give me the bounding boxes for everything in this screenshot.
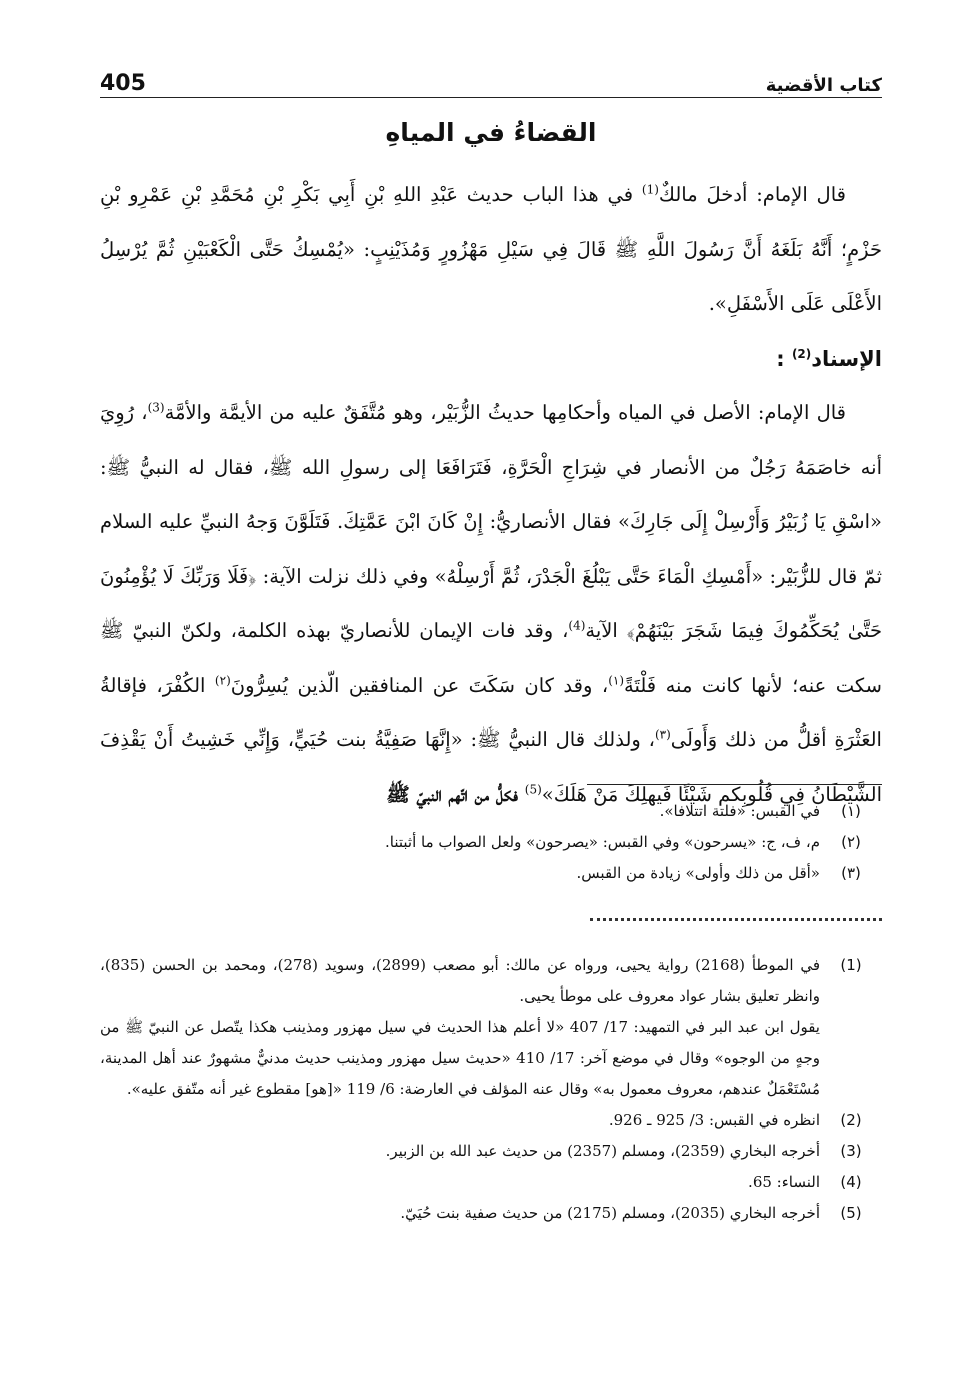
manuscript-note xyxy=(100,827,882,858)
note-text xyxy=(100,950,820,1105)
footnote xyxy=(100,1167,882,1198)
manuscript-note xyxy=(100,858,882,889)
note-number: (1) xyxy=(840,956,862,974)
note-text xyxy=(100,1198,820,1229)
paragraph-2-text: ، رُوِيَ أنه خاصَمَهُ رَجُلٌ من الأنصار في شِرَاجِ الْحَرَّةِ، فَتَرَافَعَا إلى رسولِ الله ﷺ، فقال له النبيُّ ﷺ: «اسْقِ يَا زُبَيْرُ وَأَرْسِلْ إِلَى جَارِكَ» فقال الأنصاريُّ: إِنْ كَانَ ابْنَ عَمَّتِكَ. فَتَلَوَّنَ وَجهُ النبيِّ عليه السلام ثمّ قال للزُّبَيْر: «أَمْسِكِ الْمَاءَ حَتَّى يَبْلُغَ الْجَدْرَ، ثُمَّ أَرْسِلْهُ» وفي ذلك نزلت الآية: ﴿فَلَا وَرَبِّكَ لَا يُؤْمِنُونَ حَتَّىٰ يُحَكِّمُوكَ فِيمَا شَجَرَ بَيْنَهُمْ﴾ الآية xyxy=(100,401,882,642)
note-number: (٢) xyxy=(841,833,861,851)
footnote xyxy=(100,950,882,1105)
manuscript-note-marker: (٣) xyxy=(654,727,671,742)
book-title: كتاب الأقضية xyxy=(765,75,882,96)
note-number: (5) xyxy=(840,1204,862,1222)
footnote xyxy=(100,1105,882,1136)
paragraph-2-text: ، ولذلك قال النبيُّ ﷺ: «إِنَّهَا صَفِيَّةُ بنت حُيَيٍّ، وَإِنِّي خَشِيتُ أَنْ يَقْذِفَ الشَّيْطَانُ فِي قُلُوبِكم شَيْئًا فَيهلِكَ مَنْ هَلَكَ» xyxy=(100,728,882,806)
paragraph-2-text: ، وقد فات الإيمان للأنصاريّ بهذه الكلمة، ولكنّ النبيّ ﷺ سكت عنه؛ لأنها كانت منه فَلْتَةً xyxy=(100,619,882,697)
footnote-marker: (3) xyxy=(147,400,165,415)
dotted-separator xyxy=(590,918,882,921)
note-text xyxy=(100,1136,820,1167)
note-text: في القبس: «فلتة اتتلافا». xyxy=(659,802,820,820)
note-number: (١) xyxy=(841,802,861,820)
note-text: «أقل من ذلك وأولى» زيادة من القبس. xyxy=(576,864,820,882)
manuscript-note-marker: (١) xyxy=(608,673,625,687)
page-number: 405 xyxy=(100,71,146,96)
isnad-heading xyxy=(100,332,882,387)
note-line: أخرجه البخاري (2035)، ومسلم (2175) من حديث صفية بنت حُيَيّ. xyxy=(400,1204,820,1222)
note-number: (3) xyxy=(840,1142,862,1160)
note-text xyxy=(100,1105,820,1136)
note-text: م، ف، ج: «يسرحون» وفي القبس: «يصرحون» ولعل الصواب ما أثبتنا. xyxy=(384,833,820,851)
isnad-heading-text: الإسناد xyxy=(811,346,882,371)
paragraph-1-text: في هذا الباب حديث عَبْدِ اللهِ بْنِ أَبِي بَكْرِ بْنِ مُحَمَّدِ بْنِ عَمْرِو بْنِ حَزْمٍ؛ أَنَّهُ بَلَغَهُ أَنَّ رَسُولَ اللَّهِ ﷺ قَالَ فِي سَيْلِ مَهْزُورٍ وَمُذَيْنِبٍ: «يُمْسِكُ حَتَّى الْكَعْبَيْنِ ثُمَّ يُرْسِلُ الأَعْلَى عَلَى الأَسْفَلِ». xyxy=(100,183,882,315)
paragraph-2-text: قال الإمام: الأصل في المياه وأحكامِها حديثُ الزُّبَيْر، وهو مُتَّفَقٌ عليه من الأيمَّة والأمَّة xyxy=(164,401,847,424)
footnote-marker: (2) xyxy=(791,346,812,361)
header-rule xyxy=(100,97,882,98)
footnote xyxy=(100,1136,882,1167)
note-line: النساء: 65. xyxy=(748,1173,820,1191)
manuscript-note xyxy=(100,796,882,827)
note-line: في الموطأ (2168) رواية يحيى، ورواه عن مالك: أبو مصعب (2899)، وسويد (278)، ومحمد بن الحسن (835)، وانظر تعليق بشار عواد معروف على موطأ يحيى. xyxy=(100,956,820,1005)
note-line: أخرجه البخاري (2359)، ومسلم (2357) من حديث عبد الله بن الزبير. xyxy=(385,1142,820,1160)
footnote xyxy=(100,1198,882,1229)
note-text xyxy=(100,1167,820,1198)
note-line: انظره في القبس: 3/ 925 ـ 926. xyxy=(608,1111,820,1129)
paragraph-1 xyxy=(100,168,882,332)
running-header xyxy=(100,60,882,96)
footnote-marker: (1) xyxy=(641,182,659,197)
footnote-rule xyxy=(587,784,882,785)
chapter-title: القضاءُ في المياهِ xyxy=(385,118,597,147)
note-number: (2) xyxy=(840,1111,862,1129)
paragraph-2-text: ، وقد كان سَكَتَ عن المنافقين الّذين يُسِرُّونَ xyxy=(230,673,609,697)
paragraph-2 xyxy=(100,386,882,822)
footnote-marker: (4) xyxy=(568,618,586,633)
note-number: (٣) xyxy=(841,864,861,882)
note-number: (4) xyxy=(840,1173,862,1191)
paragraph-1-lead: قال الإمام: أدخلَ مالكٌ xyxy=(658,183,846,206)
footnote-marker: (5) xyxy=(524,782,542,796)
paragraph-2-bold-text: فكلُّ من اتّهم النبيّ ﷺ xyxy=(386,782,525,806)
manuscript-note-marker: (٢) xyxy=(214,673,231,687)
manuscript-notes xyxy=(100,796,882,889)
paragraph-2-text: الكُفْرَ، فإقالةُ العَثْرَةِ أقلُّ من ذلك وَأَولَى xyxy=(100,673,882,751)
isnad-colon: : xyxy=(776,346,785,371)
footnotes xyxy=(100,950,882,1229)
main-text xyxy=(100,168,882,822)
note-line: يقول ابن عبد البر في التمهيد: 17/ 407 «لا أعلم هذا الحديث في سيل مهزور ومذينب هكذا يتّصل عن النبيّ ﷺ من وجهٍ من الوجوه» وقال في موضع آخر: 17/ 410 «حديث سيل مهزور ومذينب حديث مدنيٌّ مشهورٌ عند أهل المدينة، مُسْتَعْمَلٌ عندهم، معروف معمول به» وقال عنه المؤلف في العارضة: 6/ 119 «[هو] مقطوع غير أنه متّفق عليه». xyxy=(100,1018,820,1098)
